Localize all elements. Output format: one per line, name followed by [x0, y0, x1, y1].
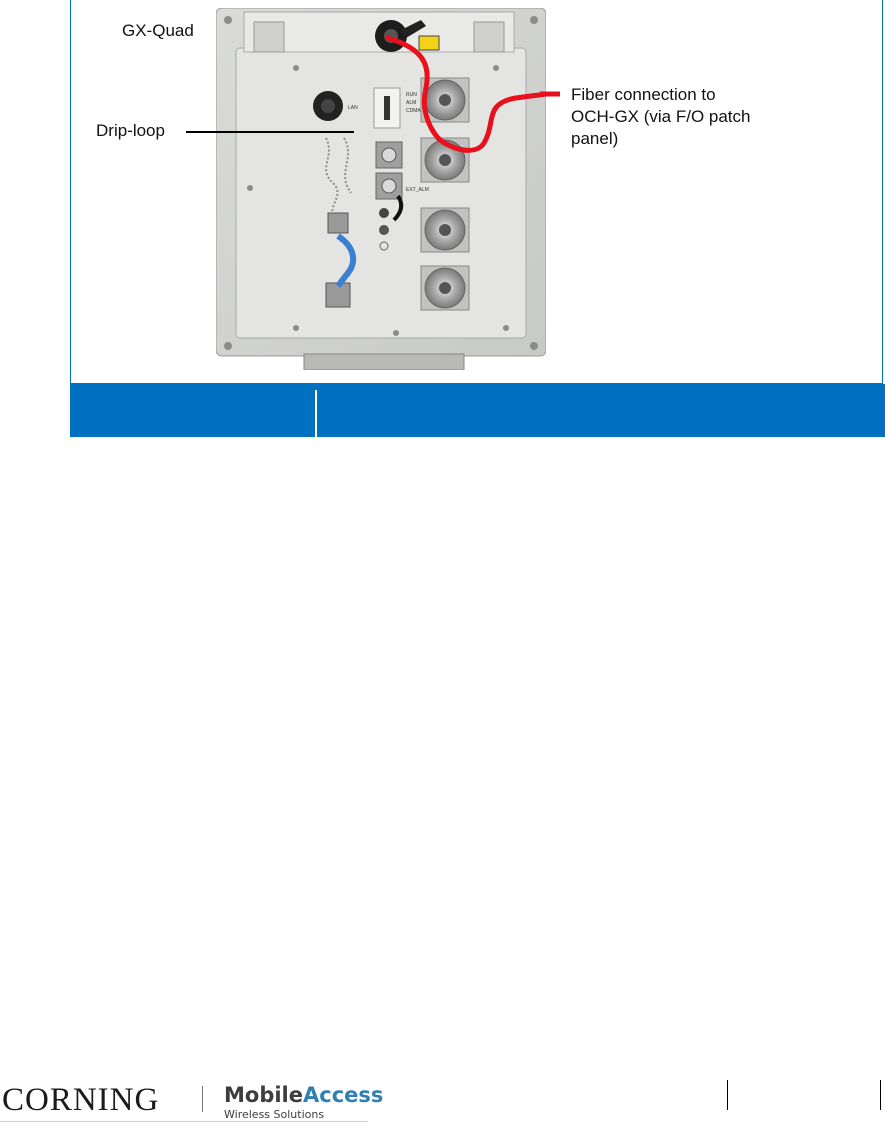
caption-divider: [315, 390, 317, 437]
gx-quad-callout: GX-Quad: [122, 21, 194, 40]
drip-loop-leader: [186, 131, 354, 133]
mobileaccess-logo: [224, 1083, 383, 1107]
logo-tagline: Wireless Solutions: [224, 1108, 325, 1121]
logo-access: Access: [303, 1083, 384, 1107]
footer-rule: [727, 1080, 728, 1110]
drip-loop-callout: Drip-loop: [96, 121, 165, 140]
lan-label: LAN: [348, 105, 358, 111]
cdma-label: CDMA: [406, 108, 421, 114]
device-photo: [216, 8, 546, 370]
page-footer: [0, 1080, 885, 1120]
caption-bar: [70, 384, 885, 437]
fiber-callout-line3: panel): [571, 129, 619, 148]
run-label: RUN: [406, 92, 417, 98]
corning-logo: CORNING: [2, 1082, 160, 1118]
fiber-callout-line1: Fiber connection to: [571, 85, 716, 104]
fiber-connection-callout: [571, 84, 831, 150]
fiber-callout-line2: OCH-GX (via F/O patch: [571, 107, 751, 126]
alm-label: ALM: [406, 100, 417, 106]
logo-separator: [202, 1086, 203, 1112]
fiber-lead: [540, 88, 560, 100]
logo-mobile: Mobile: [224, 1083, 303, 1107]
ext-alm-label: EXT_ALM: [406, 187, 429, 193]
footer-rule: [880, 1080, 881, 1110]
